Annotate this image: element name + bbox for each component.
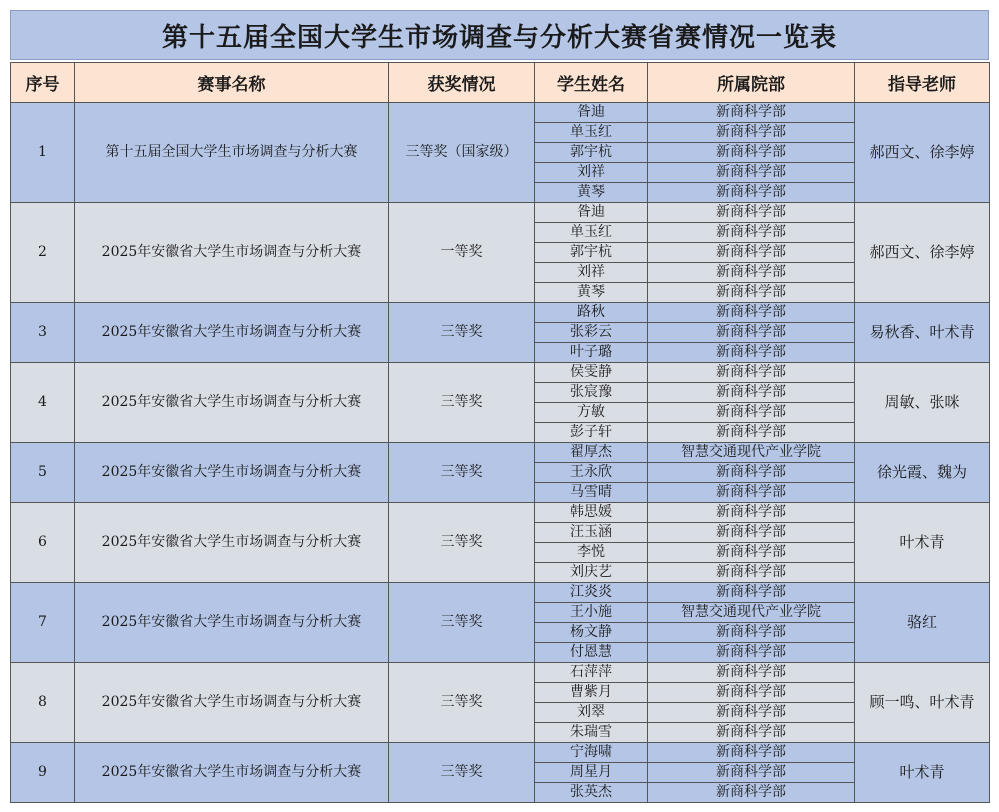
header-row (11, 63, 990, 103)
student-name-cell[interactable]: 刘翠 (535, 703, 648, 723)
college-cell[interactable]: 新商科学部 (648, 583, 855, 603)
event-cell[interactable]: 2025年安徽省大学生市场调查与分析大赛 (75, 503, 389, 583)
teacher-cell[interactable]: 叶术青 (855, 503, 990, 583)
table-row (11, 303, 990, 323)
college-cell[interactable]: 新商科学部 (648, 723, 855, 743)
event-cell[interactable]: 2025年安徽省大学生市场调查与分析大赛 (75, 203, 389, 303)
student-name-cell[interactable]: 张彩云 (535, 323, 648, 343)
student-name-cell[interactable]: 郭宇杭 (535, 243, 648, 263)
student-name-cell[interactable]: 刘祥 (535, 163, 648, 183)
student-name-cell[interactable]: 曹紫月 (535, 683, 648, 703)
teacher-cell[interactable]: 叶术青 (855, 743, 990, 803)
college-cell[interactable]: 新商科学部 (648, 263, 855, 283)
award-cell[interactable]: 三等奖 (389, 583, 535, 663)
student-name-cell[interactable]: 翟厚杰 (535, 443, 648, 463)
college-cell[interactable]: 新商科学部 (648, 283, 855, 303)
college-cell[interactable]: 新商科学部 (648, 623, 855, 643)
table-row (11, 363, 990, 383)
seq-cell[interactable]: 6 (11, 503, 75, 583)
table-row (11, 663, 990, 683)
college-cell[interactable]: 新商科学部 (648, 303, 855, 323)
college-cell[interactable]: 新商科学部 (648, 123, 855, 143)
college-cell[interactable]: 新商科学部 (648, 523, 855, 543)
seq-cell[interactable]: 2 (11, 203, 75, 303)
student-name-cell[interactable]: 路秋 (535, 303, 648, 323)
header-college[interactable]: 所属院部 (648, 63, 855, 103)
student-name-cell[interactable]: 方敏 (535, 403, 648, 423)
award-cell[interactable]: 三等奖 (389, 503, 535, 583)
college-cell[interactable]: 新商科学部 (648, 783, 855, 803)
college-cell[interactable]: 智慧交通现代产业学院 (648, 443, 855, 463)
student-name-cell[interactable]: 王小施 (535, 603, 648, 623)
teacher-cell[interactable]: 周敏、张咪 (855, 363, 990, 443)
table-row (11, 203, 990, 223)
seq-cell[interactable]: 7 (11, 583, 75, 663)
event-cell[interactable]: 2025年安徽省大学生市场调查与分析大赛 (75, 443, 389, 503)
student-name-cell[interactable]: 刘庆艺 (535, 563, 648, 583)
student-name-cell[interactable]: 黄琴 (535, 183, 648, 203)
teacher-cell[interactable]: 郝西文、徐李婷 (855, 203, 990, 303)
student-name-cell[interactable]: 单玉红 (535, 223, 648, 243)
award-cell[interactable]: 三等奖 (389, 303, 535, 363)
header-student[interactable]: 学生姓名 (535, 63, 648, 103)
event-cell[interactable]: 2025年安徽省大学生市场调查与分析大赛 (75, 743, 389, 803)
college-cell[interactable]: 新商科学部 (648, 643, 855, 663)
award-cell[interactable]: 三等奖 (389, 663, 535, 743)
college-cell[interactable]: 新商科学部 (648, 103, 855, 123)
college-cell[interactable]: 新商科学部 (648, 683, 855, 703)
seq-cell[interactable]: 8 (11, 663, 75, 743)
student-name-cell[interactable]: 昝迪 (535, 103, 648, 123)
award-cell[interactable]: 三等奖 (389, 743, 535, 803)
college-cell[interactable]: 新商科学部 (648, 483, 855, 503)
college-cell[interactable]: 新商科学部 (648, 503, 855, 523)
table-body (11, 103, 990, 803)
college-cell[interactable]: 新商科学部 (648, 203, 855, 223)
teacher-cell[interactable]: 顾一鸣、叶术青 (855, 663, 990, 743)
seq-cell[interactable]: 3 (11, 303, 75, 363)
seq-cell[interactable]: 5 (11, 443, 75, 503)
student-name-cell[interactable]: 侯雯静 (535, 363, 648, 383)
student-name-cell[interactable]: 宁海啸 (535, 743, 648, 763)
college-cell[interactable]: 智慧交通现代产业学院 (648, 603, 855, 623)
event-cell[interactable]: 第十五届全国大学生市场调查与分析大赛 (75, 103, 389, 203)
seq-cell[interactable]: 9 (11, 743, 75, 803)
teacher-cell[interactable]: 郝西文、徐李婷 (855, 103, 990, 203)
event-cell[interactable]: 2025年安徽省大学生市场调查与分析大赛 (75, 303, 389, 363)
college-cell[interactable]: 新商科学部 (648, 403, 855, 423)
header-teacher[interactable]: 指导老师 (855, 63, 990, 103)
table-row (11, 583, 990, 603)
teacher-cell[interactable]: 徐光霞、魏为 (855, 443, 990, 503)
event-cell[interactable]: 2025年安徽省大学生市场调查与分析大赛 (75, 663, 389, 743)
student-name-cell[interactable]: 付恩慧 (535, 643, 648, 663)
college-cell[interactable]: 新商科学部 (648, 423, 855, 443)
awards-table (10, 62, 990, 803)
college-cell[interactable]: 新商科学部 (648, 383, 855, 403)
header-award[interactable]: 获奖情况 (389, 63, 535, 103)
college-cell[interactable]: 新商科学部 (648, 663, 855, 683)
college-cell[interactable]: 新商科学部 (648, 543, 855, 563)
student-name-cell[interactable]: 韩思媛 (535, 503, 648, 523)
award-cell[interactable]: 三等奖（国家级） (389, 103, 535, 203)
student-name-cell[interactable]: 黄琴 (535, 283, 648, 303)
event-cell[interactable]: 2025年安徽省大学生市场调查与分析大赛 (75, 363, 389, 443)
table-row (11, 443, 990, 463)
seq-cell[interactable]: 4 (11, 363, 75, 443)
student-name-cell[interactable]: 王永欣 (535, 463, 648, 483)
student-name-cell[interactable]: 彭子轩 (535, 423, 648, 443)
student-name-cell[interactable]: 石萍萍 (535, 663, 648, 683)
college-cell[interactable]: 新商科学部 (648, 323, 855, 343)
college-cell[interactable]: 新商科学部 (648, 743, 855, 763)
student-name-cell[interactable]: 郭宇杭 (535, 143, 648, 163)
event-cell[interactable]: 2025年安徽省大学生市场调查与分析大赛 (75, 583, 389, 663)
student-name-cell[interactable]: 张英杰 (535, 783, 648, 803)
award-cell[interactable]: 三等奖 (389, 443, 535, 503)
college-cell[interactable]: 新商科学部 (648, 563, 855, 583)
student-name-cell[interactable]: 杨文静 (535, 623, 648, 643)
student-name-cell[interactable]: 李悦 (535, 543, 648, 563)
college-cell[interactable]: 新商科学部 (648, 243, 855, 263)
award-cell[interactable]: 三等奖 (389, 363, 535, 443)
award-cell[interactable]: 一等奖 (389, 203, 535, 303)
student-name-cell[interactable]: 叶子璐 (535, 343, 648, 363)
college-cell[interactable]: 新商科学部 (648, 763, 855, 783)
sheet-title: 第十五届全国大学生市场调查与分析大赛省赛情况一览表 (10, 10, 989, 60)
student-name-cell[interactable]: 周星月 (535, 763, 648, 783)
header-event[interactable]: 赛事名称 (75, 63, 389, 103)
student-name-cell[interactable]: 朱瑞雪 (535, 723, 648, 743)
student-name-cell[interactable]: 张宸豫 (535, 383, 648, 403)
table-row (11, 503, 990, 523)
student-name-cell[interactable]: 马雪晴 (535, 483, 648, 503)
seq-cell[interactable]: 1 (11, 103, 75, 203)
student-name-cell[interactable]: 昝迪 (535, 203, 648, 223)
table-row (11, 103, 990, 123)
college-cell[interactable]: 新商科学部 (648, 343, 855, 363)
teacher-cell[interactable]: 易秋香、叶术青 (855, 303, 990, 363)
student-name-cell[interactable]: 汪玉涵 (535, 523, 648, 543)
table-row (11, 743, 990, 763)
college-cell[interactable]: 新商科学部 (648, 163, 855, 183)
college-cell[interactable]: 新商科学部 (648, 703, 855, 723)
student-name-cell[interactable]: 江炎炎 (535, 583, 648, 603)
student-name-cell[interactable]: 单玉红 (535, 123, 648, 143)
student-name-cell[interactable]: 刘祥 (535, 263, 648, 283)
college-cell[interactable]: 新商科学部 (648, 223, 855, 243)
teacher-cell[interactable]: 骆红 (855, 583, 990, 663)
college-cell[interactable]: 新商科学部 (648, 463, 855, 483)
header-seq[interactable]: 序号 (11, 63, 75, 103)
college-cell[interactable]: 新商科学部 (648, 183, 855, 203)
college-cell[interactable]: 新商科学部 (648, 363, 855, 383)
college-cell[interactable]: 新商科学部 (648, 143, 855, 163)
